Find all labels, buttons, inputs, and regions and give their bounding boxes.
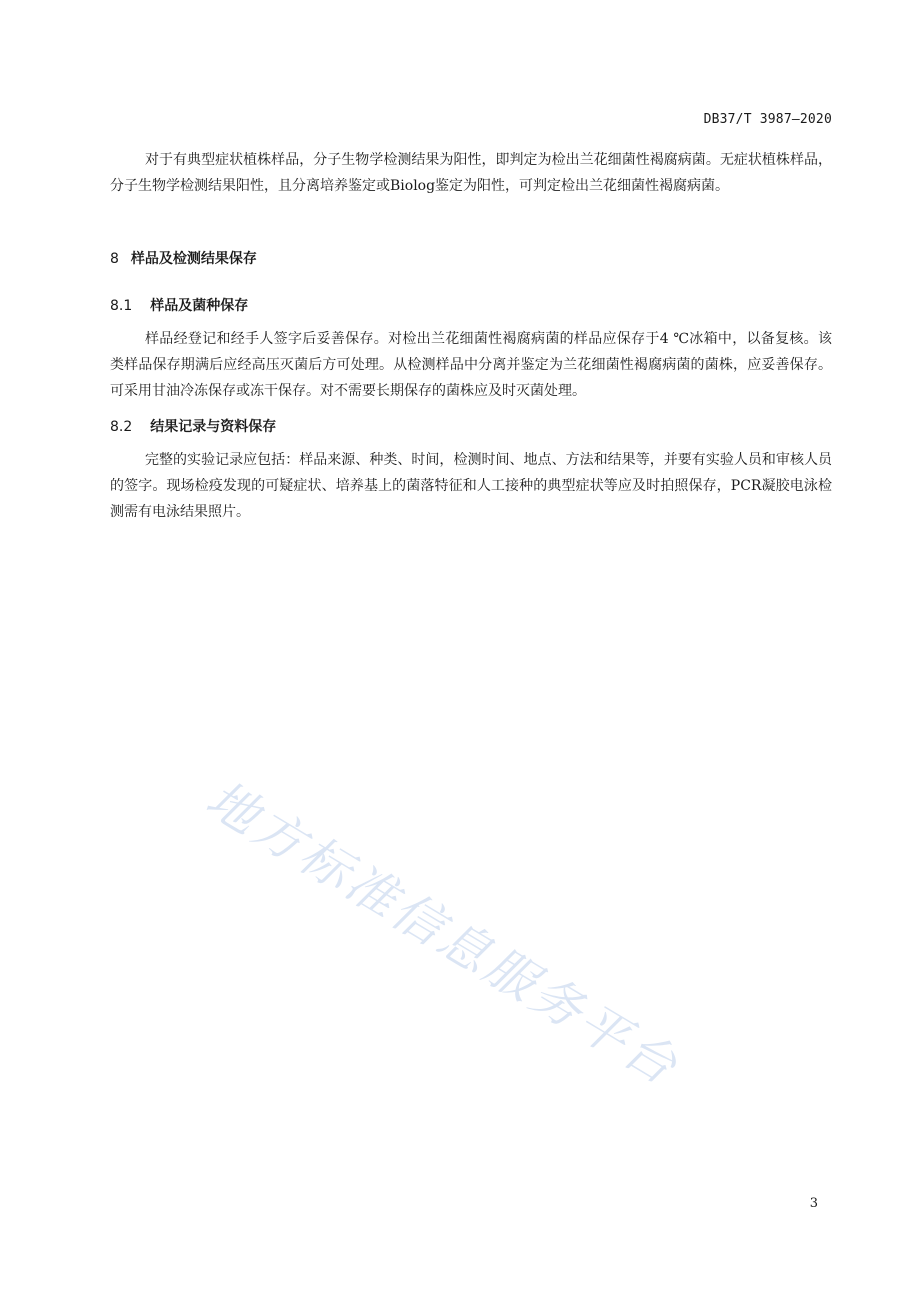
- standard-code: DB37/T 3987—2020: [703, 112, 832, 127]
- section-8-2-number: 8.2: [110, 419, 133, 435]
- section-8-number: 8: [110, 251, 119, 267]
- section-8-1-heading: [110, 295, 248, 315]
- section-8-1-number: 8.1: [110, 298, 133, 314]
- watermark: 地方标准信息服务平台: [196, 769, 690, 1098]
- section-8-2-title: 结果记录与资料保存: [150, 419, 277, 435]
- section-8-1-title: 样品及菌种保存: [150, 298, 249, 314]
- intro-paragraph: 对于有典型症状植株样品，分子生物学检测结果为阳性，即判定为检出兰花细菌性褐腐病菌。无症状植株样品，分子生物学检测结果阳性，且分离培养鉴定或Biolog鉴定为阳性，可判定检出兰花细菌性褐腐病菌。: [110, 152, 832, 194]
- section-8-2-body: 完整的实验记录应包括：样品来源、种类、时间，检测时间、地点、方法和结果等，并要有实验人员和审核人员的签字。现场检疫发现的可疑症状、培养基上的菌落特征和人工接种的典型症状等应及时拍照保存，PCR凝胶电泳检测需有电泳结果照片。: [110, 452, 832, 520]
- section-8-heading: [110, 248, 257, 268]
- page-number: 3: [809, 1196, 818, 1211]
- section-8-2-heading: [110, 416, 276, 436]
- section-8-1-body: 样品经登记和经手人签字后妥善保存。对检出兰花细菌性褐腐病菌的样品应保存于4 ℃冰箱中，以备复核。该类样品保存期满后应经高压灭菌后方可处理。从检测样品中分离并鉴定为兰花细菌性褐腐病菌的菌株，应妥善保存。可采用甘油冷冻保存或冻干保存。对不需要长期保存的菌株应及时灭菌处理。: [110, 331, 832, 399]
- section-8-title: 样品及检测结果保存: [130, 251, 257, 267]
